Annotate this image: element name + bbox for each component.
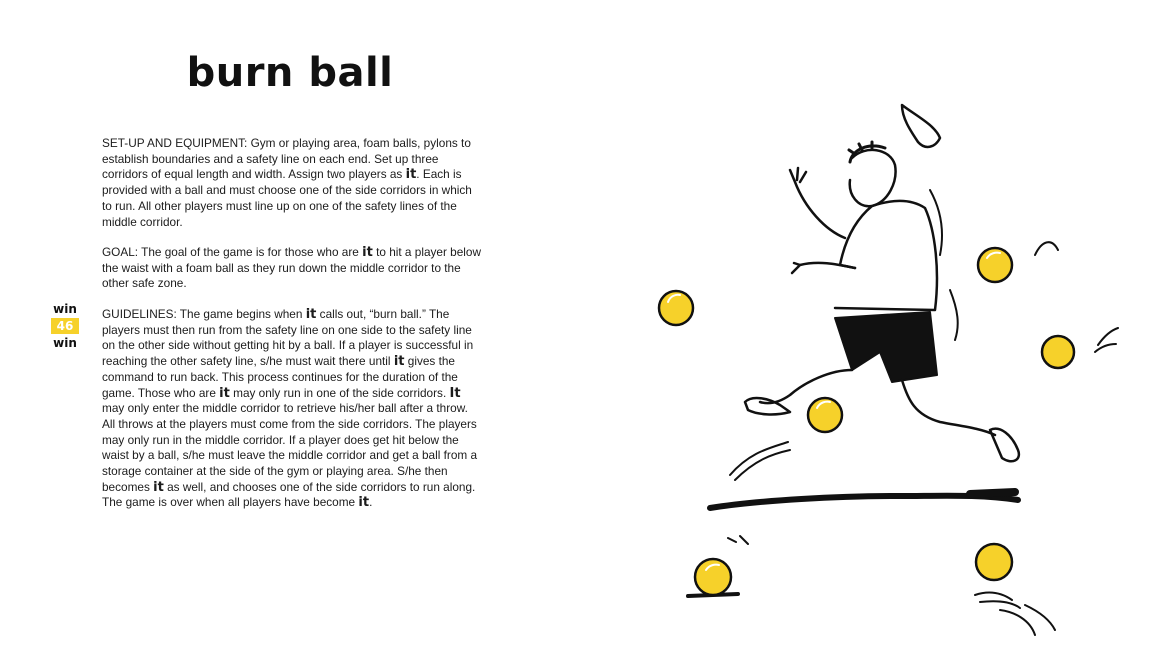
guide-it-5: it [153,479,164,495]
ball-icon [1042,336,1074,368]
guide-text-2: calls out, “burn ball.” The players must then run from the safety line on one side to the safety line on the other side without getting hit by a ball. If a player is successful in reaching the other safety line, s/he must wait there until [102,307,474,369]
runner-illustration [640,90,1120,640]
guide-it-1: it [305,307,317,322]
left-page [0,0,560,648]
page-marker-bottom: win [53,336,77,350]
guide-it-3: it [219,385,230,401]
front-leg-drawing [902,380,995,435]
left-arm-drawing [790,168,845,238]
goal-paragraph [102,245,482,292]
setup-text-1: SET-UP AND EQUIPMENT: Gym or playing area, foam balls, pylons to establish boundaries and a safety line on each end. Set up three corridors of equal length and width. Assign two players as [102,136,471,182]
back-leg-drawing [760,370,852,403]
guide-text-5: may only enter the middle corridor to retrieve his/her ball after a throw. All throws at the players must come from the side corridors. The players may only run in the middle corridor. If a player does get hit below the waist by a ball, s/he must leave the middle corridor and get a ball from a storage container at the side of the gym or playing area. S/he then becomes [102,401,478,494]
goal-text-2: to hit a player below the waist with a foam ball as they run down the middle corridor to the other safe zone. [102,245,481,291]
shirt-drawing [835,201,937,310]
motion-lines [930,190,1118,352]
guide-it-4: It [449,385,461,401]
guide-text-4: may only run in one of the side corridors. [229,385,450,400]
ball-icon [659,291,693,325]
guide-text-1: GUIDELINES: The game begins when [102,307,306,321]
page-marker-top: win [53,302,77,316]
head-drawing [850,150,896,206]
guide-text-6: as well, and chooses one of the side corridors to run along. The game is over when all players have become [102,479,476,510]
cap-drawing [902,105,940,147]
guide-text-3: gives the command to run back. This process continues for the duration of the game. Those who are [102,354,458,400]
ball-icon [808,398,842,432]
right-arm-drawing [792,263,855,273]
setup-text-2: . Each is provided with a ball and must choose one of the side corridors in which to run. All other players must line up on one of the safety lines of the middle corridor. [102,167,472,229]
page-marker [51,302,79,350]
guide-it-6: it [358,495,370,511]
setup-it: it [405,167,417,183]
guide-it-2: it [393,354,405,370]
guide-text-7: . [369,495,373,510]
ball-icon [976,544,1012,580]
goal-it: it [362,245,373,260]
landing-marks [730,442,790,480]
goal-text-1: GOAL: The goal of the game is for those who are [102,245,363,259]
page-number: 46 [51,318,79,334]
shorts-drawing [835,312,937,382]
ground-dash [970,492,1015,494]
page-title: burn ball [186,50,394,96]
guidelines-paragraph [102,307,482,511]
setup-paragraph [102,136,482,230]
